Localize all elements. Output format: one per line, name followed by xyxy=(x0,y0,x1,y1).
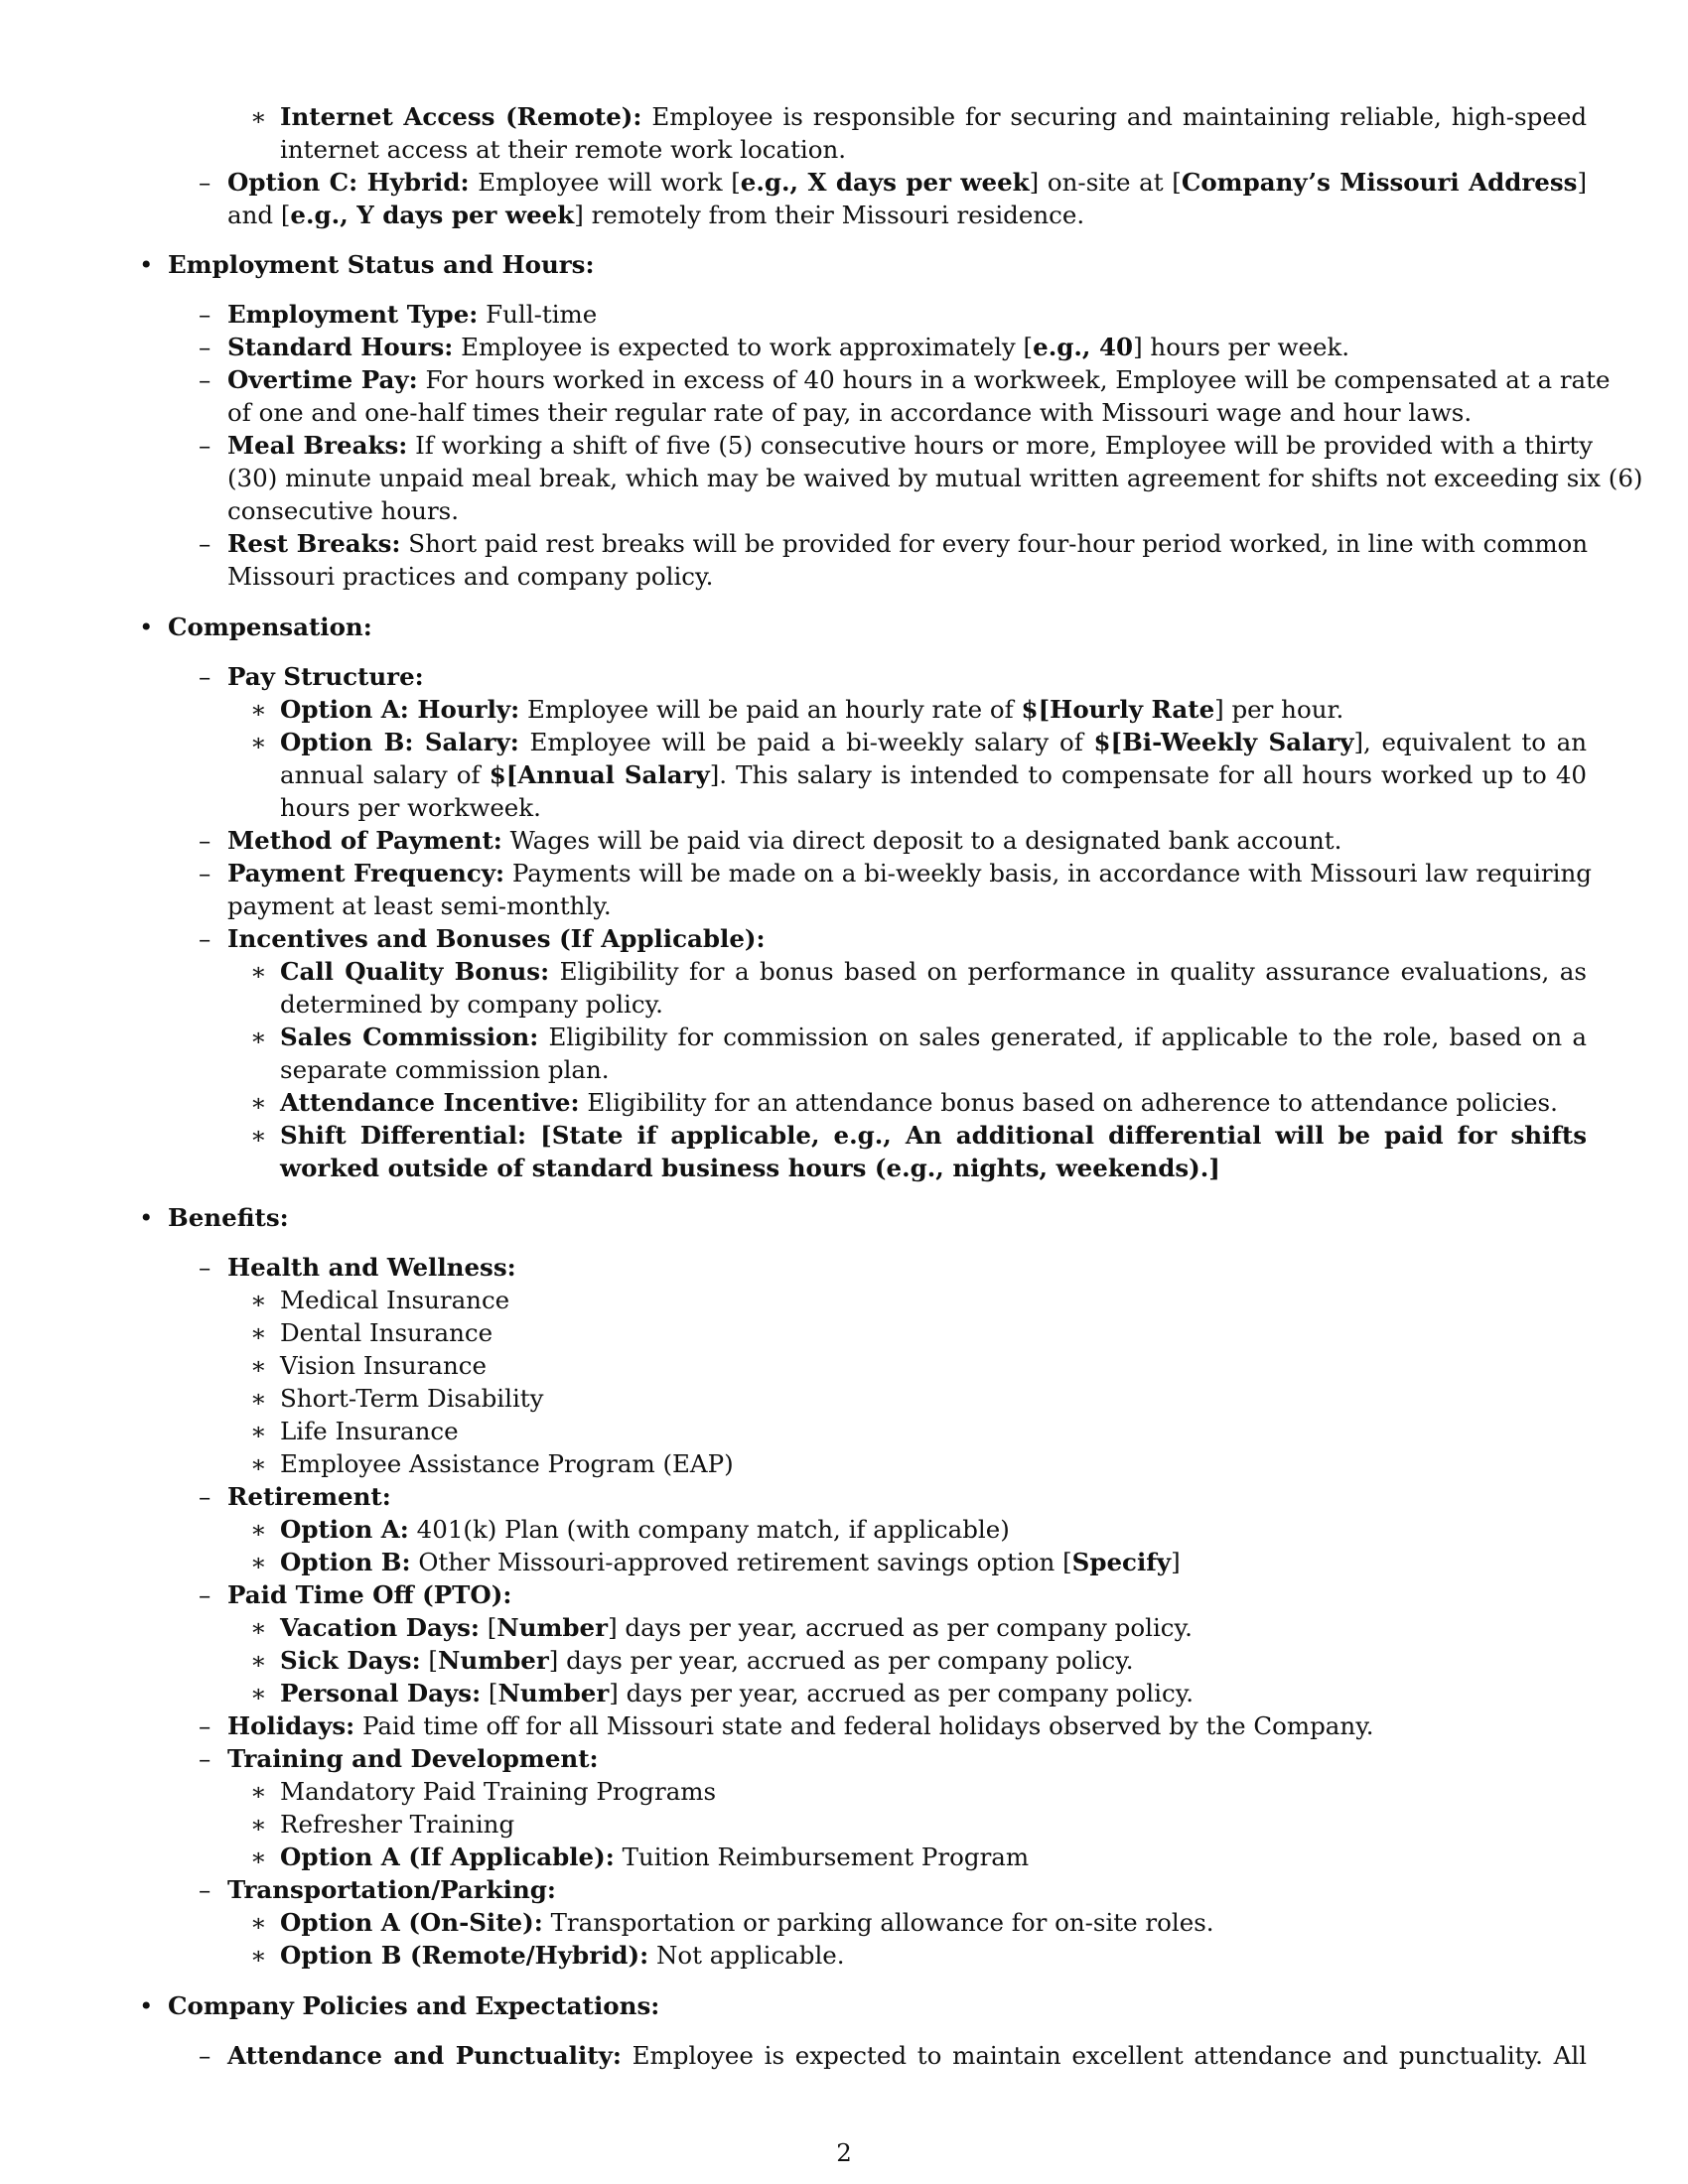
asterisk-bullet: ∗ xyxy=(250,1679,267,1707)
dash-bullet: – xyxy=(199,300,211,329)
asterisk-bullet: ∗ xyxy=(250,1646,267,1675)
salary-option-cont: annual salary of $[Annual Salary]. This salary is intended to compensate for all hours worked up to 40 xyxy=(280,760,1588,789)
asterisk-bullet: ∗ xyxy=(250,1023,267,1051)
asterisk-bullet: ∗ xyxy=(250,1515,267,1544)
round-bullet: • xyxy=(139,613,154,641)
asterisk-bullet: ∗ xyxy=(250,1777,267,1806)
list-item: Dental Insurance xyxy=(280,1318,493,1347)
asterisk-bullet: ∗ xyxy=(250,1384,267,1413)
transport-option-a: Option A (On-Site): Transportation or parking allowance for on-site roles. xyxy=(280,1908,1214,1937)
asterisk-bullet: ∗ xyxy=(250,1810,267,1839)
asterisk-bullet: ∗ xyxy=(250,1548,267,1576)
asterisk-bullet: ∗ xyxy=(250,102,267,131)
employment-type: Employment Type: Full-time xyxy=(227,300,598,329)
asterisk-bullet: ∗ xyxy=(250,695,267,724)
asterisk-bullet: ∗ xyxy=(250,957,267,986)
compensation-heading: Compensation: xyxy=(168,613,372,641)
round-bullet: • xyxy=(139,250,154,279)
list-item: Vision Insurance xyxy=(280,1351,487,1380)
asterisk-bullet: ∗ xyxy=(250,1351,267,1380)
salary-option: Option B: Salary: Employee will be paid a bi-weekly salary of $[Bi-Weekly Salary], equivalent to an xyxy=(280,728,1588,756)
hybrid-option-cont: and [e.g., Y days per week] remotely from their Missouri residence. xyxy=(227,201,1085,229)
asterisk-bullet: ∗ xyxy=(250,1613,267,1642)
dash-bullet: – xyxy=(199,826,211,855)
overtime-pay-cont: of one and one-half times their regular rate of pay, in accordance with Missouri wage and hour laws. xyxy=(227,398,1473,427)
vacation-days: Vacation Days: [Number] days per year, accrued as per company policy. xyxy=(280,1613,1193,1642)
list-item: Refresher Training xyxy=(280,1810,515,1839)
retirement-option-a: Option A: 401(k) Plan (with company match, if applicable) xyxy=(280,1515,1010,1544)
asterisk-bullet: ∗ xyxy=(250,1417,267,1445)
meal-breaks: Meal Breaks: If working a shift of five (5) consecutive hours or more, Employee will be provided with a thirty xyxy=(227,431,1594,460)
sales-commission-cont: separate commission plan. xyxy=(280,1055,610,1084)
asterisk-bullet: ∗ xyxy=(250,1088,267,1117)
holidays: Holidays: Paid time off for all Missouri state and federal holidays observed by the Company. xyxy=(227,1711,1374,1740)
standard-hours: Standard Hours: Employee is expected to work approximately [e.g., 40] hours per week. xyxy=(227,333,1350,361)
dash-bullet: – xyxy=(199,333,211,361)
sales-commission: Sales Commission: Eligibility for commission on sales generated, if applicable to the role, based on a xyxy=(280,1023,1587,1051)
dash-bullet: – xyxy=(199,924,211,953)
benefits-heading: Benefits: xyxy=(168,1203,289,1232)
rest-breaks-cont: Missouri practices and company policy. xyxy=(227,562,714,591)
dash-bullet: – xyxy=(199,365,211,394)
call-quality-bonus-cont: determined by company policy. xyxy=(280,990,663,1019)
asterisk-bullet: ∗ xyxy=(250,1449,267,1478)
policies-heading: Company Policies and Expectations: xyxy=(168,1991,660,2020)
attendance-punctuality: Attendance and Punctuality: Employee is expected to maintain excellent attendance and punctuality. All xyxy=(227,2041,1588,2070)
sick-days: Sick Days: [Number] days per year, accrued as per company policy. xyxy=(280,1646,1134,1675)
overtime-pay: Overtime Pay: For hours worked in excess of 40 hours in a workweek, Employee will be compensated at a rate xyxy=(227,365,1611,394)
internet-access-item: Internet Access (Remote): Employee is responsible for securing and maintaining reliable, high-speed xyxy=(280,102,1587,131)
asterisk-bullet: ∗ xyxy=(250,728,267,756)
employment-heading: Employment Status and Hours: xyxy=(168,250,595,279)
hourly-option: Option A: Hourly: Employee will be paid an hourly rate of $[Hourly Rate] per hour. xyxy=(280,695,1344,724)
payment-method: Method of Payment: Wages will be paid via direct deposit to a designated bank account. xyxy=(227,826,1342,855)
list-item: Mandatory Paid Training Programs xyxy=(280,1777,717,1806)
attendance-incentive: Attendance Incentive: Eligibility for an attendance bonus based on adherence to attendance policies. xyxy=(280,1088,1558,1117)
transport-option-b: Option B (Remote/Hybrid): Not applicable. xyxy=(280,1941,845,1970)
health-wellness: Health and Wellness: xyxy=(227,1253,516,1282)
salary-option-cont2: hours per workweek. xyxy=(280,793,541,822)
call-quality-bonus: Call Quality Bonus: Eligibility for a bonus based on performance in quality assurance evaluations, as xyxy=(280,957,1587,986)
asterisk-bullet: ∗ xyxy=(250,1908,267,1937)
meal-breaks-cont: (30) minute unpaid meal break, which may be waived by mutual written agreement for shifts not exceeding six (6) xyxy=(227,464,1643,492)
list-item: Life Insurance xyxy=(280,1417,459,1445)
round-bullet: • xyxy=(139,1991,154,2020)
shift-differential: Shift Differential: [State if applicable, e.g., An additional differential will be paid for shifts xyxy=(280,1121,1588,1150)
pay-structure: Pay Structure: xyxy=(227,662,424,691)
list-item: Employee Assistance Program (EAP) xyxy=(280,1449,734,1478)
training-heading: Training and Development: xyxy=(227,1744,599,1773)
page-number: 2 xyxy=(836,2138,852,2167)
asterisk-bullet: ∗ xyxy=(250,1318,267,1347)
dash-bullet: – xyxy=(199,1253,211,1282)
rest-breaks: Rest Breaks: Short paid rest breaks will be provided for every four-hour period worked, in line with common xyxy=(227,529,1589,558)
personal-days: Personal Days: [Number] days per year, accrued as per company policy. xyxy=(280,1679,1195,1707)
dash-bullet: – xyxy=(199,859,211,887)
retirement-option-b: Option B: Other Missouri-approved retirement savings option [Specify] xyxy=(280,1548,1181,1576)
dash-bullet: – xyxy=(199,529,211,558)
payment-frequency-cont: payment at least semi-monthly. xyxy=(227,891,612,920)
asterisk-bullet: ∗ xyxy=(250,1941,267,1970)
dash-bullet: – xyxy=(199,1580,211,1609)
transport-heading: Transportation/Parking: xyxy=(227,1875,556,1904)
tuition-option: Option A (If Applicable): Tuition Reimbursement Program xyxy=(280,1843,1030,1871)
list-item: Medical Insurance xyxy=(280,1286,510,1314)
dash-bullet: – xyxy=(199,1482,211,1511)
shift-differential-cont: worked outside of standard business hours (e.g., nights, weekends).] xyxy=(280,1154,1220,1182)
dash-bullet: – xyxy=(199,431,211,460)
dash-bullet: – xyxy=(199,1711,211,1740)
asterisk-bullet: ∗ xyxy=(250,1286,267,1314)
asterisk-bullet: ∗ xyxy=(250,1843,267,1871)
retirement-heading: Retirement: xyxy=(227,1482,391,1511)
dash-bullet: – xyxy=(199,662,211,691)
dash-bullet: – xyxy=(199,1744,211,1773)
incentives-heading: Incentives and Bonuses (If Applicable): xyxy=(227,924,766,953)
pto-heading: Paid Time Off (PTO): xyxy=(227,1580,512,1609)
hybrid-option: Option C: Hybrid: Employee will work [e.g., X days per week] on-site at [Company’s Missouri Address] xyxy=(227,168,1587,197)
payment-frequency: Payment Frequency: Payments will be made on a bi-weekly basis, in accordance with Missouri law requiring xyxy=(227,859,1592,887)
round-bullet: • xyxy=(139,1203,154,1232)
internet-access-cont: internet access at their remote work location. xyxy=(280,135,847,164)
meal-breaks-cont2: consecutive hours. xyxy=(227,496,460,525)
dash-bullet: – xyxy=(199,1875,211,1904)
list-item: Short-Term Disability xyxy=(280,1384,544,1413)
asterisk-bullet: ∗ xyxy=(250,1121,267,1150)
dash-bullet: – xyxy=(199,168,211,197)
dash-bullet: – xyxy=(199,2041,211,2070)
